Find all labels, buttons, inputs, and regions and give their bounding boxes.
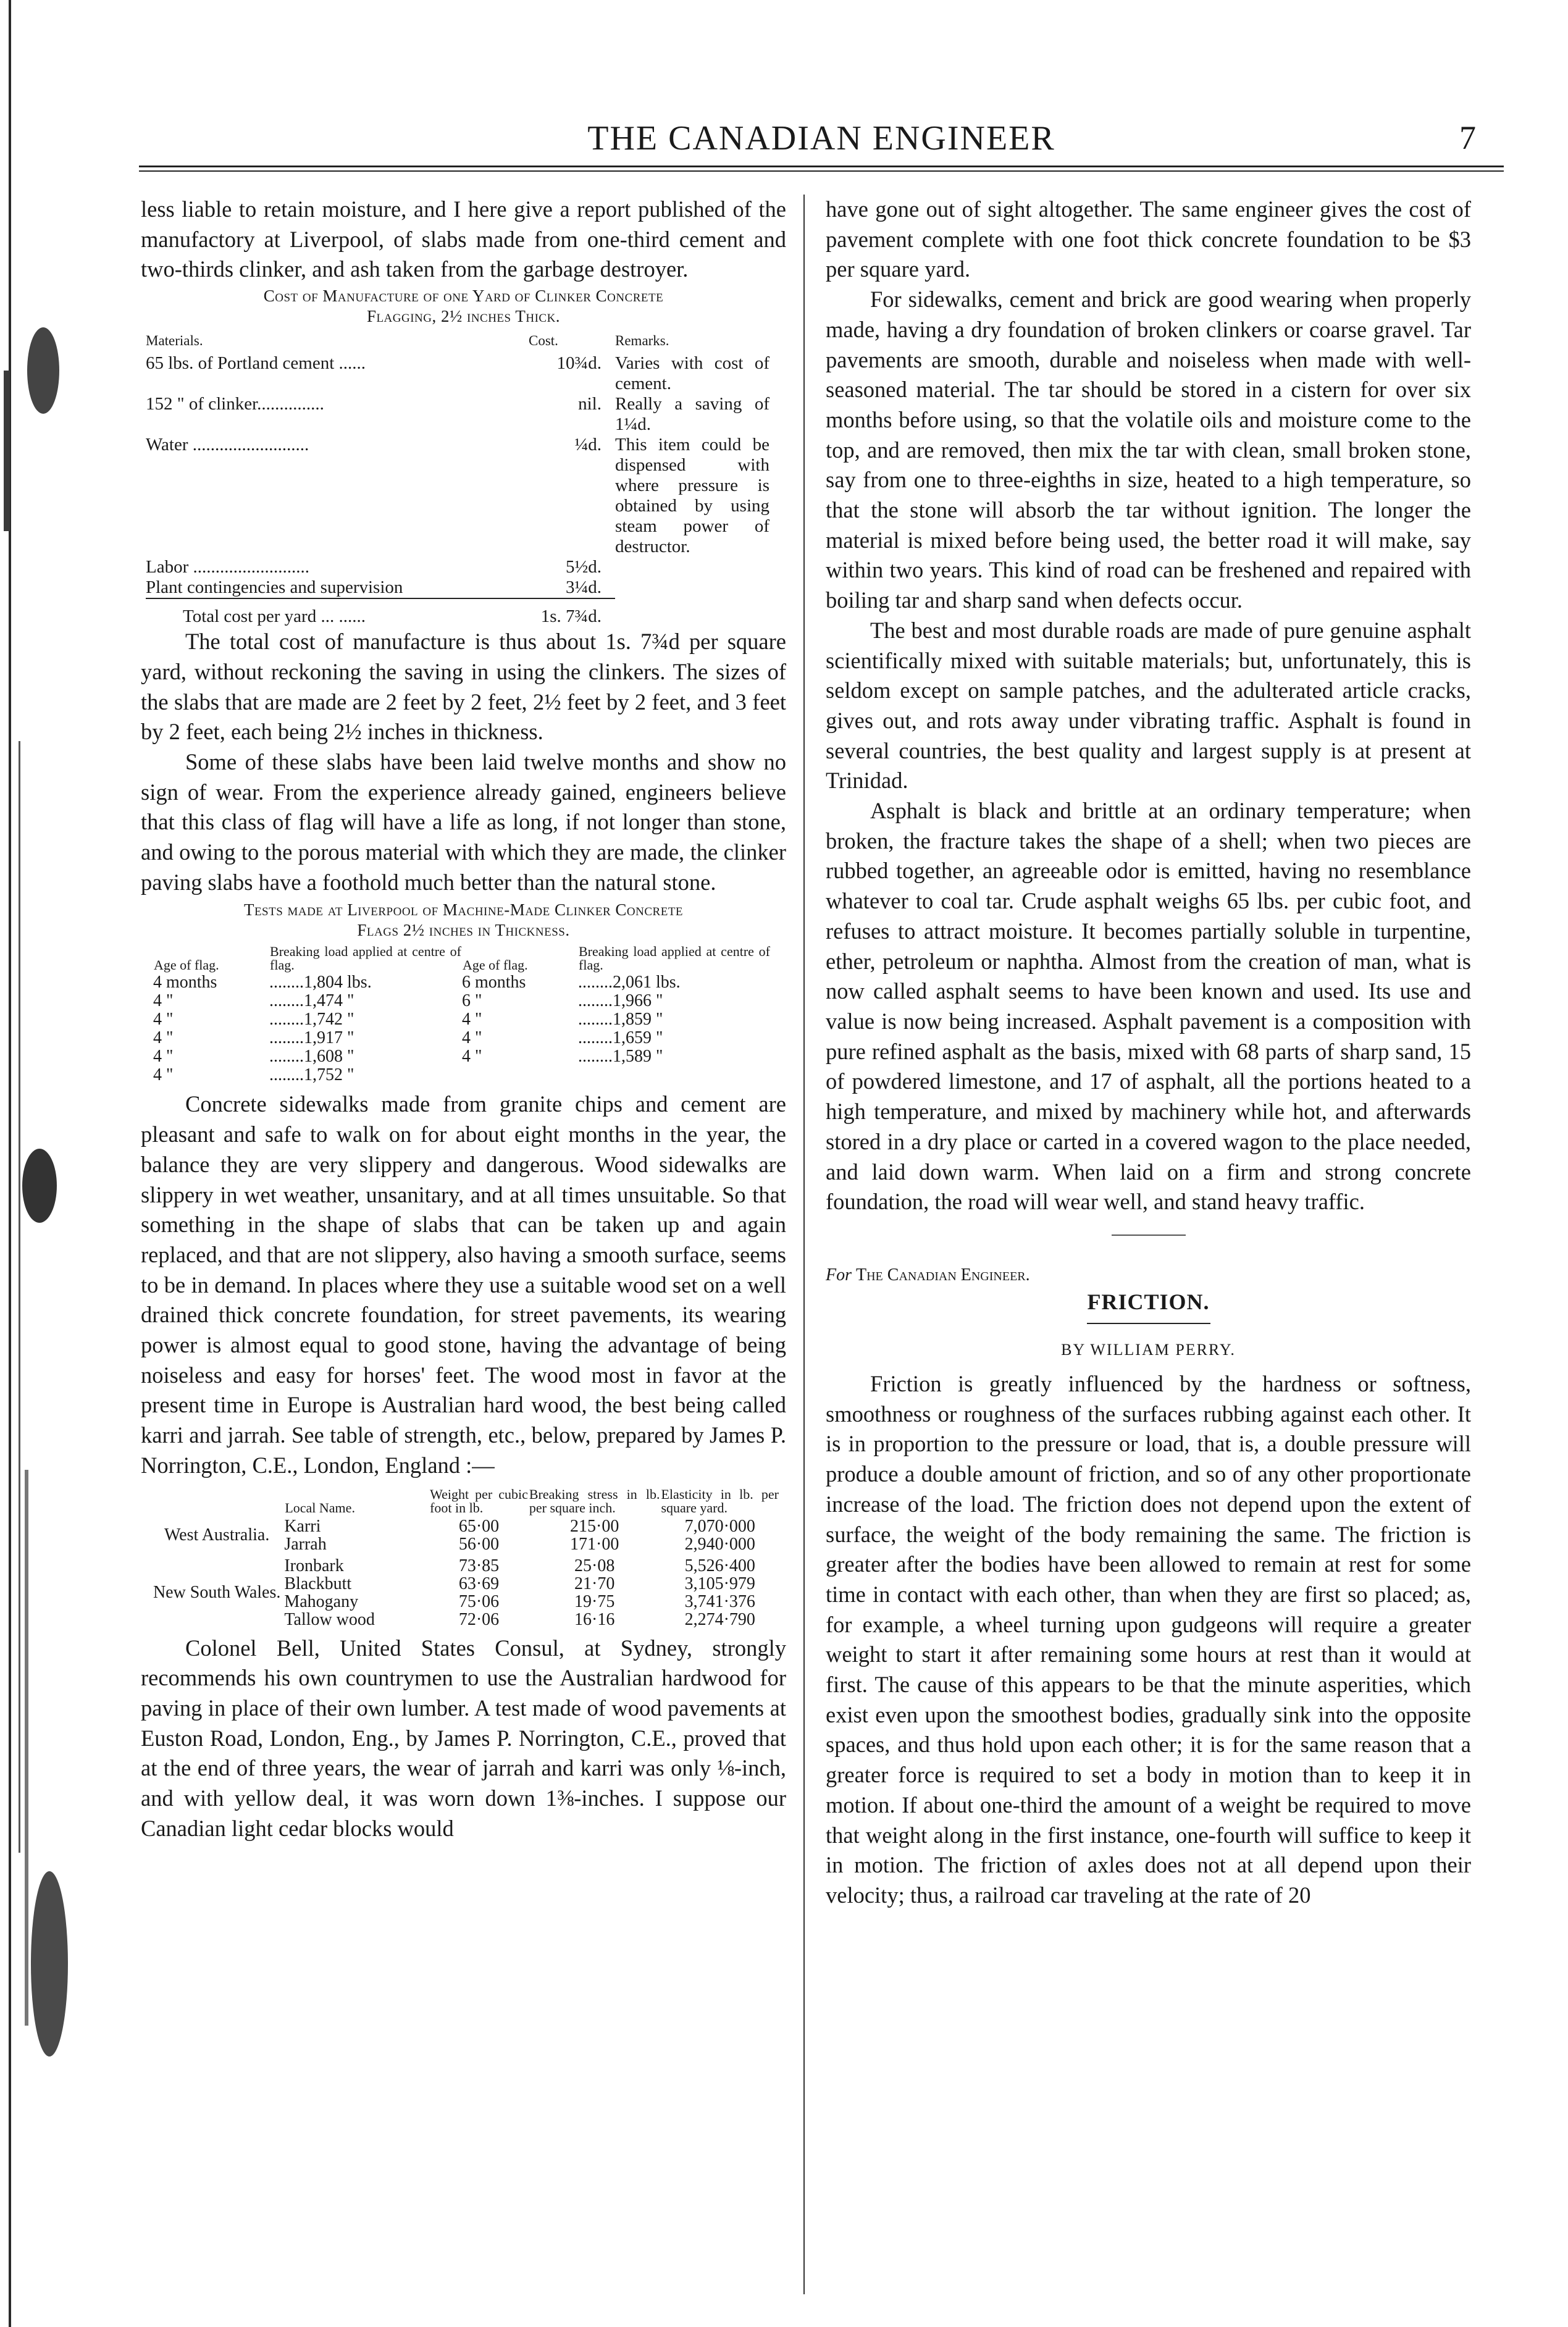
load-cell: ........2,061 lbs. [578, 973, 681, 992]
age-cell: 4 " [153, 1047, 174, 1067]
table-row [146, 577, 769, 598]
table-row [153, 1066, 771, 1084]
age-cell: 6 months [461, 973, 526, 992]
age-cell: 4 " [153, 991, 174, 1011]
paragraph: For sidewalks, cement and brick are good wearing when properly made, having a dry foundation of broken clinkers or coarse gravel. Tar pavements are smooth, durable and noiseless when made with well-seasoned material. The tar should be stored in a cistern for over six months before using, so that the volatile oils and moisture come to the top, and are removed, then mix the tar with clean, small broken stone, say from one to three-eighths in size, heated to a high temperature, so that the stone will absorb the tar without ignition. The longer the material is mixed before being used, the better road it will make, say within two years. This kind of road can be freshened and repaired with boiling tar and sharp sand when defects occur. [826, 287, 1471, 613]
weight-cell: 75·06 [458, 1591, 500, 1611]
elasticity-cell: 3,741·376 [684, 1591, 755, 1611]
elasticity-cell: 5,526·400 [684, 1556, 755, 1575]
total-label: Total cost per yard ... ...... [146, 598, 529, 627]
total-cost: 1s. 7¾d. [529, 598, 615, 627]
remarks-cell [615, 577, 769, 598]
table-row [146, 557, 769, 577]
age-cell: 6 " [461, 991, 482, 1011]
table-row [146, 394, 769, 435]
section-divider [1112, 1235, 1186, 1236]
load-cell: ........1,752 " [269, 1065, 354, 1085]
load-cell: ........1,966 " [578, 991, 663, 1011]
paragraph: Asphalt is black and brittle at an ordinary temperature; when broken, the fracture takes the shape of a shell; when two pieces are rubbed together, an agreeable odor is emitted, having no resemblance whatever to coal tar. Crude asphalt weighs 65 lbs. per cubic foot, and refuses to attract moisture. It becomes partially soluble in turpentine, ether, petroleum or naphtha. Almost from the creation of man, what is now called asphalt seems to have been known and used. Its use and value is now being increased. Asphalt pavement is a composition with pure refined asphalt as the basis, mixed with 68 parts of sharp sand, 15 of powdered limestone, and 17 of asphalt, all the portions heated to a high temperature, and mixed by machinery while hot, and afterwards stored in a dry place or carted in a covered wagon to the place needed, and laid down warm. When laid on a firm and strong concrete foundation, the road will wear well, and stand heavy traffic. [826, 798, 1471, 1215]
weight-cell: 63·69 [458, 1574, 500, 1593]
load-cell: ........1,859 " [578, 1010, 663, 1029]
stress-cell: 171·00 [570, 1534, 619, 1554]
load-cell: ........1,608 " [269, 1047, 354, 1067]
caption-line: Flags 2½ inches in Thickness. [357, 921, 570, 940]
right-column [826, 195, 1471, 1911]
table-row [153, 1047, 771, 1066]
load-cell: ........1,474 " [269, 991, 354, 1011]
stress-cell: 19·75 [574, 1591, 615, 1611]
caption-line: Tests made at Liverpool of Machine-Made Clinker Concrete [243, 900, 684, 920]
table-header-row [153, 944, 771, 973]
paragraph: Concrete sidewalks made from granite chips and cement are pleasant and safe to walk on for about eight months in the year, the balance they are very slippery and dangerous. Wood sidewalks are slippery in wet weather, unsanitary, and at all times unsuitable. So that something in the shape of slabs that can be taken up and again replaced, and that are not slippery, also having a smooth surface, seems to be in demand. In places where they use a suitable wood set on a well drained thick concrete foundation, for street pavements, its wearing power is almost equal to good stone, having the advantage of being noiseless and easy for horses' feet. The wood most in favor at the present time in Europe is Australian hard wood, the best being called karri and jarrah. See table of strength, etc., below, prepared by James P. Norrington, C.E., London, England :— [141, 1091, 786, 1478]
wood-name-cell: Jarrah [284, 1534, 327, 1554]
table-row [153, 1010, 771, 1029]
load-cell: ........1,589 " [578, 1047, 663, 1067]
table-row [153, 992, 771, 1010]
title-rule [1087, 1323, 1210, 1324]
column-header: Breaking load applied at centre of flag. [579, 944, 770, 973]
cost-cell: ¼d. [574, 435, 602, 455]
region-cell: New South Wales. [153, 1583, 281, 1603]
caption-line: Flagging, 2½ inches Thick. [366, 307, 561, 326]
wood-name-cell: Blackbutt [284, 1574, 352, 1593]
material-cell: Plant contingencies and supervision [146, 577, 403, 598]
weight-cell: 72·06 [458, 1609, 500, 1629]
age-cell: 4 " [461, 1028, 482, 1048]
column-header: Breaking stress in lb. per square inch. [529, 1486, 660, 1516]
article-author: BY WILLIAM PERRY. [1061, 1341, 1236, 1359]
wood-strength-table [149, 1487, 779, 1629]
stress-cell: 16·16 [574, 1609, 615, 1629]
column-header: Breaking load applied at centre of flag. [270, 944, 461, 973]
age-cell: 4 " [153, 1010, 174, 1029]
cost-table-caption [141, 286, 786, 327]
table-total-row [146, 598, 769, 627]
load-cell: ........1,917 " [269, 1028, 354, 1048]
table-row [149, 1517, 779, 1535]
table-row [146, 435, 769, 557]
header-rule-top [139, 166, 1504, 167]
cost-cell: nil. [578, 394, 602, 414]
column-header: Age of flag. [462, 957, 528, 973]
column-header: Materials. [146, 333, 203, 349]
empty-cell [615, 598, 769, 627]
caption-line: Cost of Manufacture of one Yard of Clinker Concrete [263, 287, 664, 306]
for-note-prefix: For [826, 1265, 852, 1285]
remarks-cell: Varies with cost of cement. [615, 353, 769, 394]
age-cell: 4 months [153, 973, 217, 992]
running-title: THE CANADIAN ENGINEER [587, 119, 1055, 157]
paragraph: have gone out of sight altogether. The same engineer gives the cost of pavement complete with one foot thick concrete foundation to be $3 per square yard. [826, 196, 1471, 282]
age-cell: 4 " [153, 1028, 174, 1048]
paragraph: less liable to retain moisture, and I here give a report published of the manufactory at Liverpool, of slabs made from one-third cement and two-thirds clinker, and ash taken from the garbage destroyer. [141, 196, 786, 282]
weight-cell: 56·00 [458, 1534, 500, 1554]
wood-name-cell: Ironbark [284, 1556, 344, 1575]
paragraph: Some of these slabs have been laid twelve months and show no sign of wear. From the experience already gained, engineers believe that this class of flag will have a life as long, if not longer than stone, and owing to the porous material with which they are made, the clinker paving slabs have a foothold much better than the natural stone. [141, 748, 786, 895]
paragraph: The best and most durable roads are made of pure genuine asphalt scientifically mixed with suitable materials; but, unfortunately, this is seldom except on sample patches, and the adulterated article cracks, gives out, and rots away under vibrating traffic. Asphalt is found in several countries, the best quality and largest supply is at present at Trinidad. [826, 617, 1471, 794]
elasticity-cell: 2,274·790 [684, 1609, 755, 1629]
column-header: Weight per cubic foot in lb. [430, 1486, 528, 1516]
material-cell: Water .......................... [146, 435, 309, 455]
column-divider [803, 195, 805, 2294]
table-header-row [149, 1487, 779, 1517]
stress-cell: 25·08 [574, 1556, 615, 1575]
weight-cell: 73·85 [458, 1556, 500, 1575]
age-cell: 4 " [153, 1065, 174, 1085]
column-header [149, 1487, 284, 1517]
column-header: Remarks. [615, 333, 669, 349]
header-rule-bottom [139, 170, 1504, 172]
column-header: Local Name. [285, 1499, 355, 1516]
column-header: Elasticity in lb. per square yard. [661, 1486, 779, 1516]
for-note-journal: The Canadian Engineer. [856, 1265, 1030, 1285]
page-number: 7 [1459, 119, 1476, 156]
age-cell [462, 1066, 578, 1084]
test-table [153, 944, 771, 1084]
article-title: FRICTION. [1087, 1289, 1210, 1314]
test-table-caption [141, 900, 786, 941]
binding-edge-graphic [0, 0, 68, 2327]
elasticity-cell: 2,940·000 [684, 1534, 755, 1554]
page-header [139, 112, 1504, 162]
table-row [153, 1029, 771, 1047]
stress-cell: 215·00 [570, 1516, 619, 1536]
elasticity-cell: 3,105·979 [684, 1574, 755, 1593]
cost-cell: 3¼d. [566, 577, 602, 598]
paragraph: The total cost of manufacture is thus about 1s. 7¾d per square yard, without reckoning the saving in using the clinkers. The sizes of the slabs that are made are 2 feet by 2 feet, 2½ feet by 2 feet, and 3 feet by 2 feet, each being 2½ inches in thickness. [141, 629, 786, 745]
paragraph: Friction is greatly influenced by the hardness or softness, smoothness or roughness of the surfaces rubbing against each other. It is in proportion to the pressure or load, that is, a double pressure will produce a double amount of friction, and so of any other proportionate increase of the load. The friction does not depend upon the extent of surface, the weight of the body remaining the same. The friction is greater after the bodies have been allowed to remain at rest for some time in contact with each other, than when they are first so placed; as, for example, a wheel turning upon gudgeons will require a greater weight to start it after remaining some hours at rest than it would at first. The cause of this appears to be that the minute asperities, which exist even upon the smoothest bodies, gradually sink into the opposite spaces, and thus hold upon each other; it is for the same reason that a greater force is required to set a body in motion than to keep it in motion. If about one-third the amount of a weight be required to move that weight along in the first instance, one-fourth will suffice to keep it in motion. The friction of axles does not at all depend upon their velocity; thus, a railroad car traveling at the rate of 20 [826, 1371, 1471, 1908]
material-cell: 152 " of clinker............... [146, 394, 324, 414]
material-cell: Labor .......................... [146, 557, 309, 577]
material-cell: 65 lbs. of Portland cement ...... [146, 353, 366, 374]
cost-table [146, 330, 769, 627]
load-cell [578, 1066, 771, 1084]
elasticity-cell: 7,070·000 [684, 1516, 755, 1536]
table-row [149, 1553, 779, 1575]
remarks-cell [615, 557, 769, 577]
column-header: Age of flag. [154, 957, 219, 973]
table-header-row [146, 330, 769, 353]
wood-name-cell: Tallow wood [284, 1609, 375, 1629]
left-column [141, 195, 786, 1844]
table-row [146, 353, 769, 394]
age-cell: 4 " [461, 1010, 482, 1029]
scanned-binding-edge [0, 0, 68, 2327]
wood-name-cell: Karri [284, 1516, 321, 1536]
weight-cell: 65·00 [458, 1516, 500, 1536]
wood-name-cell: Mahogany [284, 1591, 359, 1611]
for-journal-note [826, 1260, 1471, 1291]
stress-cell: 21·70 [574, 1574, 615, 1593]
table-row [153, 973, 771, 992]
region-cell: West Australia. [164, 1525, 270, 1545]
paragraph: Colonel Bell, United States Consul, at Sydney, strongly recommends his own countrymen to use the Australian hardwood for paving in place of their own lumber. A test made of wood pavements at Euston Road, London, Eng., by James P. Norrington, C.E., proved that at the end of three years, the wear of jarrah and karri was only ⅛-inch, and with yellow deal, it was worn down 1⅜-inches. I suppose our Canadian light cedar blocks would [141, 1635, 786, 1841]
column-header: Cost. [529, 333, 558, 349]
age-cell: 4 " [461, 1047, 482, 1067]
load-cell: ........1,804 lbs. [269, 973, 372, 992]
remarks-cell: This item could be dispensed with where pressure is obtained by using steam power of destructor. [615, 435, 769, 557]
cost-cell: 10¾d. [556, 353, 602, 374]
remarks-cell: Really a saving of 1¼d. [615, 394, 769, 435]
load-cell: ........1,742 " [269, 1010, 354, 1029]
cost-cell: 5½d. [566, 557, 602, 577]
load-cell: ........1,659 " [578, 1028, 663, 1048]
